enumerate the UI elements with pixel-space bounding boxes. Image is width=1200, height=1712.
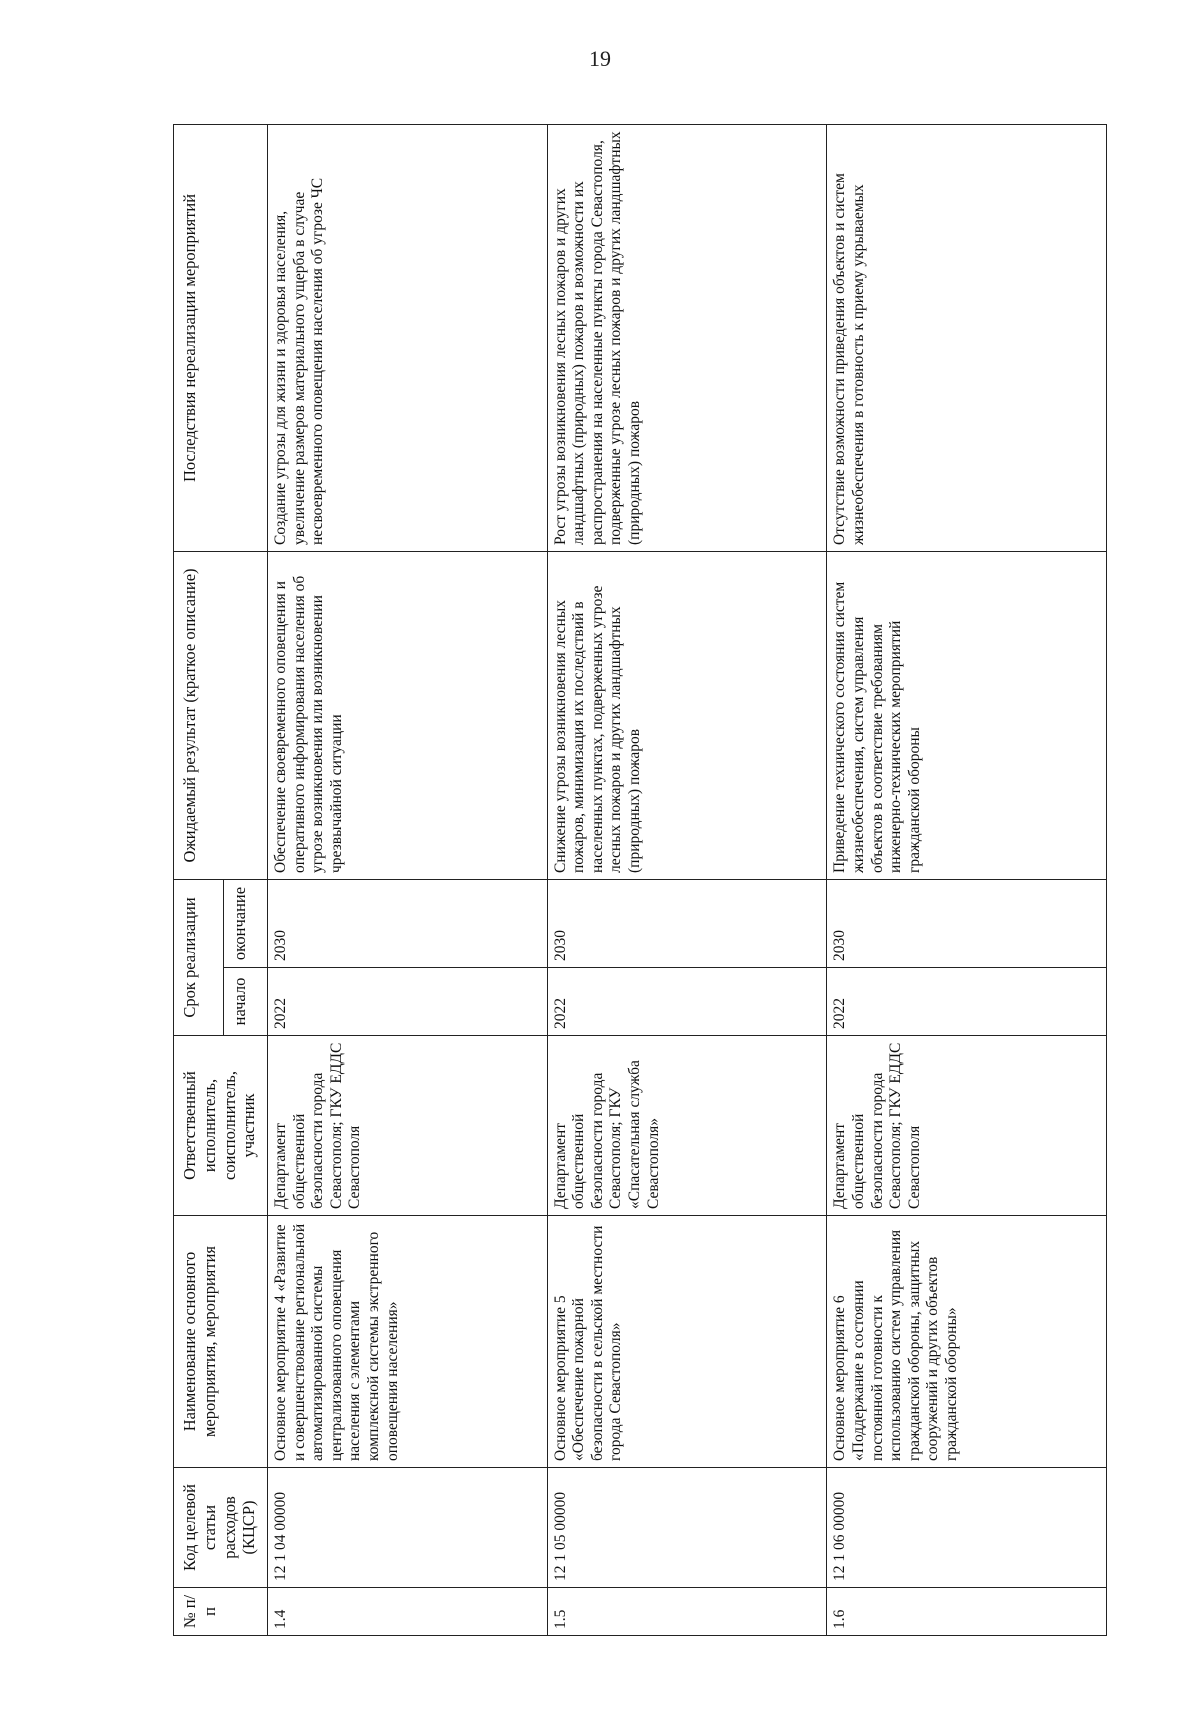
row-consequences: Создание угрозы для жизни и здоровья населения, увеличение размеров материального ущерба в случае несвоевременного оповещения населения об угрозе ЧС <box>268 125 548 552</box>
header-num: № п/п <box>174 1588 268 1636</box>
row-consequences: Отсутствие возможности приведения объектов и систем жизнеобеспечения в готовность к приему укрываемых <box>827 125 1107 552</box>
row-code: 12 1 06 00000 <box>827 1468 1107 1588</box>
header-end: окончание <box>224 879 268 967</box>
row-end: 2030 <box>827 879 1107 967</box>
row-end: 2030 <box>547 879 827 967</box>
header-code: Код целевой статьи расходов (КЦСР) <box>174 1468 268 1588</box>
table-row <box>827 125 1107 1636</box>
row-responsible: Департамент общественной безопасности города Севастополя; ГКУ «Спасательная служба Севастополя» <box>547 1036 827 1216</box>
table-rotated-container <box>173 124 1107 1636</box>
row-start: 2022 <box>547 968 827 1036</box>
row-num: 1.6 <box>827 1588 1107 1636</box>
page-number: 19 <box>589 46 611 71</box>
row-start: 2022 <box>827 968 1107 1036</box>
row-num: 1.5 <box>547 1588 827 1636</box>
row-responsible: Департамент общественной безопасности города Севастополя; ГКУ ЕДДС Севастополя <box>827 1036 1107 1216</box>
header-name: Наименование основного мероприятия, мероприятия <box>174 1216 268 1468</box>
header-start: начало <box>224 968 268 1036</box>
row-expected: Снижение угрозы возникновения лесных пожаров, минимизация их последствий в населенных пунктах, подверженных угрозе лесных пожаров и других ландшафтных (природных) пожаров <box>547 551 827 879</box>
row-responsible: Департамент общественной безопасности города Севастополя; ГКУ ЕДДС Севастополя <box>268 1036 548 1216</box>
row-name: Основное мероприятие 6 «Поддержание в состоянии постоянной готовности к использованию систем управления гражданской обороны, защитных сооружений и других объектов гражданской обороны» <box>827 1216 1107 1468</box>
table-row <box>268 125 548 1636</box>
row-name: Основное мероприятие 4 «Развитие и совершенствование региональной автоматизированной системы централизованного оповещения населения с элементами комплексной системы экстренного оповещения населения» <box>268 1216 548 1468</box>
row-code: 12 1 04 00000 <box>268 1468 548 1588</box>
header-responsible: Ответственный исполнитель, соисполнитель, участник <box>174 1036 268 1216</box>
row-code: 12 1 05 00000 <box>547 1468 827 1588</box>
row-num: 1.4 <box>268 1588 548 1636</box>
header-consequences: Последствия нереализации мероприятий <box>174 125 268 552</box>
header-expected: Ожидаемый результат (краткое описание) <box>174 551 268 879</box>
row-expected: Приведение технического состояния систем жизнеобеспечения, систем управления объектов в соответствие требованиям инженерно-технических мероприятий гражданской обороны <box>827 551 1107 879</box>
header-period: Срок реализации <box>174 879 224 1035</box>
row-name: Основное мероприятие 5 «Обеспечение пожарной безопасности в сельской местности города Севастополя» <box>547 1216 827 1468</box>
row-end: 2030 <box>268 879 548 967</box>
row-expected: Обеспечение своевременного оповещения и оперативного информирования населения об угрозе возникновения или возникновении чрезвычайной ситуации <box>268 551 548 879</box>
measures-table <box>173 124 1107 1636</box>
row-consequences: Рост угрозы возникновения лесных пожаров и других ландшафтных (природных) пожаров и возможности их распространения на населенные пункты города Севастополя, подверженные угрозе лесных пожаров и других ландшафтных (природных) пожаров <box>547 125 827 552</box>
table-row <box>547 125 827 1636</box>
row-start: 2022 <box>268 968 548 1036</box>
